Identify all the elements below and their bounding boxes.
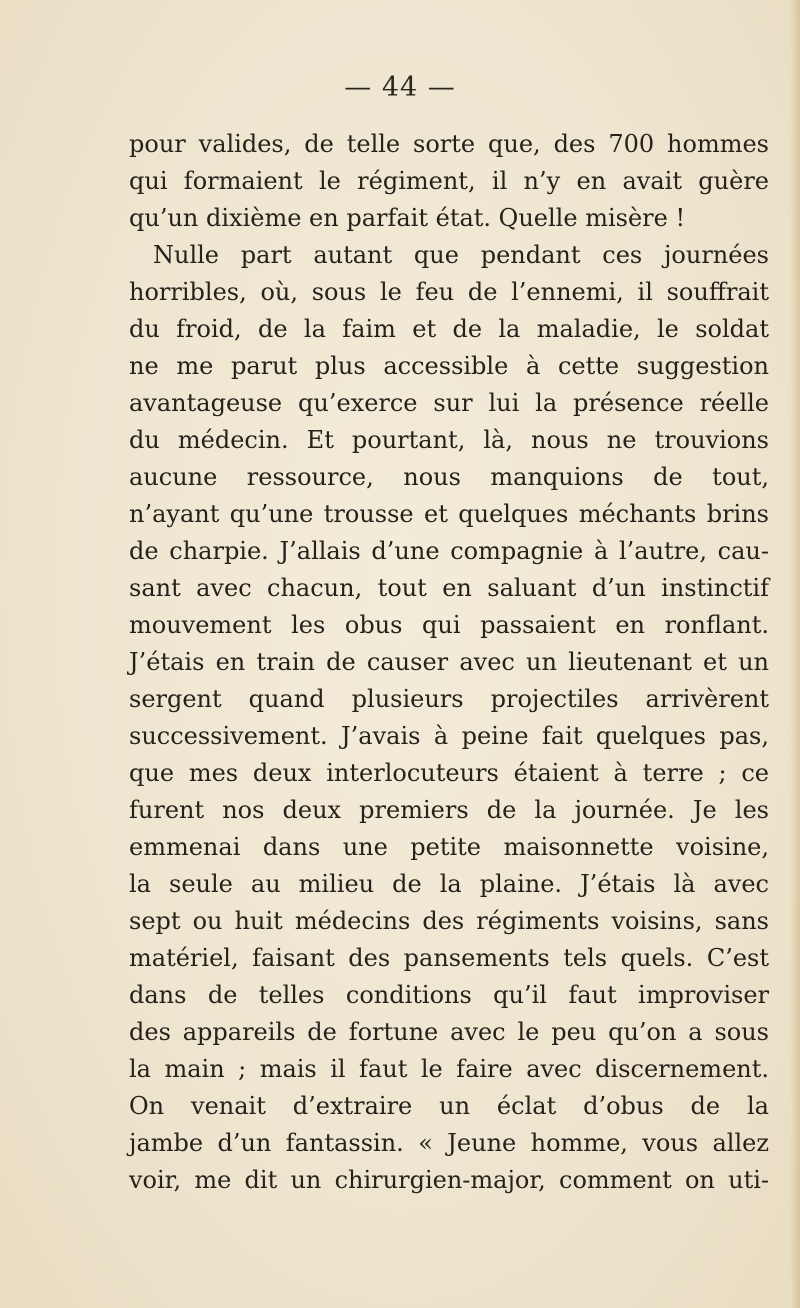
text-line: dans de telles conditions qu’il faut improviser [129, 981, 769, 1009]
text-line: jambe d’un fantassin. « Jeune homme, vous allez [129, 1129, 769, 1157]
text-line: que mes deux interlocuteurs étaient à terre ; ce [129, 759, 769, 787]
text-line: pour valides, de telle sorte que, des 700 hommes [129, 130, 769, 158]
text-line: horribles, où, sous le feu de l’ennemi, il souffrait [129, 278, 769, 306]
text-line: avantageuse qu’exerce sur lui la présence réelle [129, 389, 769, 417]
text-line: de charpie. J’allais d’une compagnie à l’autre, cau- [129, 537, 769, 565]
text-line: ne me parut plus accessible à cette suggestion [129, 352, 769, 380]
page-number: — 44 — [344, 72, 456, 103]
text-line: des appareils de fortune avec le peu qu’on a sous [129, 1018, 769, 1046]
text-line: sergent quand plusieurs projectiles arrivèrent [129, 685, 769, 713]
body-text [129, 126, 769, 1199]
text-line: n’ayant qu’une trousse et quelques méchants brins [129, 500, 769, 528]
text-line: du froid, de la faim et de la maladie, le soldat [129, 315, 769, 343]
text-line: emmenai dans une petite maisonnette voisine, [129, 833, 769, 861]
text-line: voir, me dit un chirurgien-major, comment on uti- [129, 1166, 769, 1194]
text-line: mouvement les obus qui passaient en ronflant. [129, 611, 769, 639]
text-line: aucune ressource, nous manquions de tout, [129, 463, 769, 491]
text-line: furent nos deux premiers de la journée. Je les [129, 796, 769, 824]
text-line: successivement. J’avais à peine fait quelques pas, [129, 722, 769, 750]
text-line: sant avec chacun, tout en saluant d’un instinctif [129, 574, 769, 602]
text-line: Nulle part autant que pendant ces journées [153, 241, 769, 269]
text-line: qui formaient le régiment, il n’y en avait guère [129, 167, 769, 195]
text-line: la main ; mais il faut le faire avec discernement. [129, 1055, 769, 1083]
text-line: du médecin. Et pourtant, là, nous ne trouvions [129, 426, 769, 454]
text-line: la seule au milieu de la plaine. J’étais là avec [129, 870, 769, 898]
text-line: matériel, faisant des pansements tels quels. C’est [129, 944, 769, 972]
text-line: qu’un dixième en parfait état. Quelle misère ! [129, 204, 686, 232]
text-line: On venait d’extraire un éclat d’obus de la [129, 1092, 769, 1120]
text-line: J’étais en train de causer avec un lieutenant et un [129, 648, 769, 676]
page-edge-shadow [790, 0, 800, 1308]
text-line: sept ou huit médecins des régiments voisins, sans [129, 907, 769, 935]
